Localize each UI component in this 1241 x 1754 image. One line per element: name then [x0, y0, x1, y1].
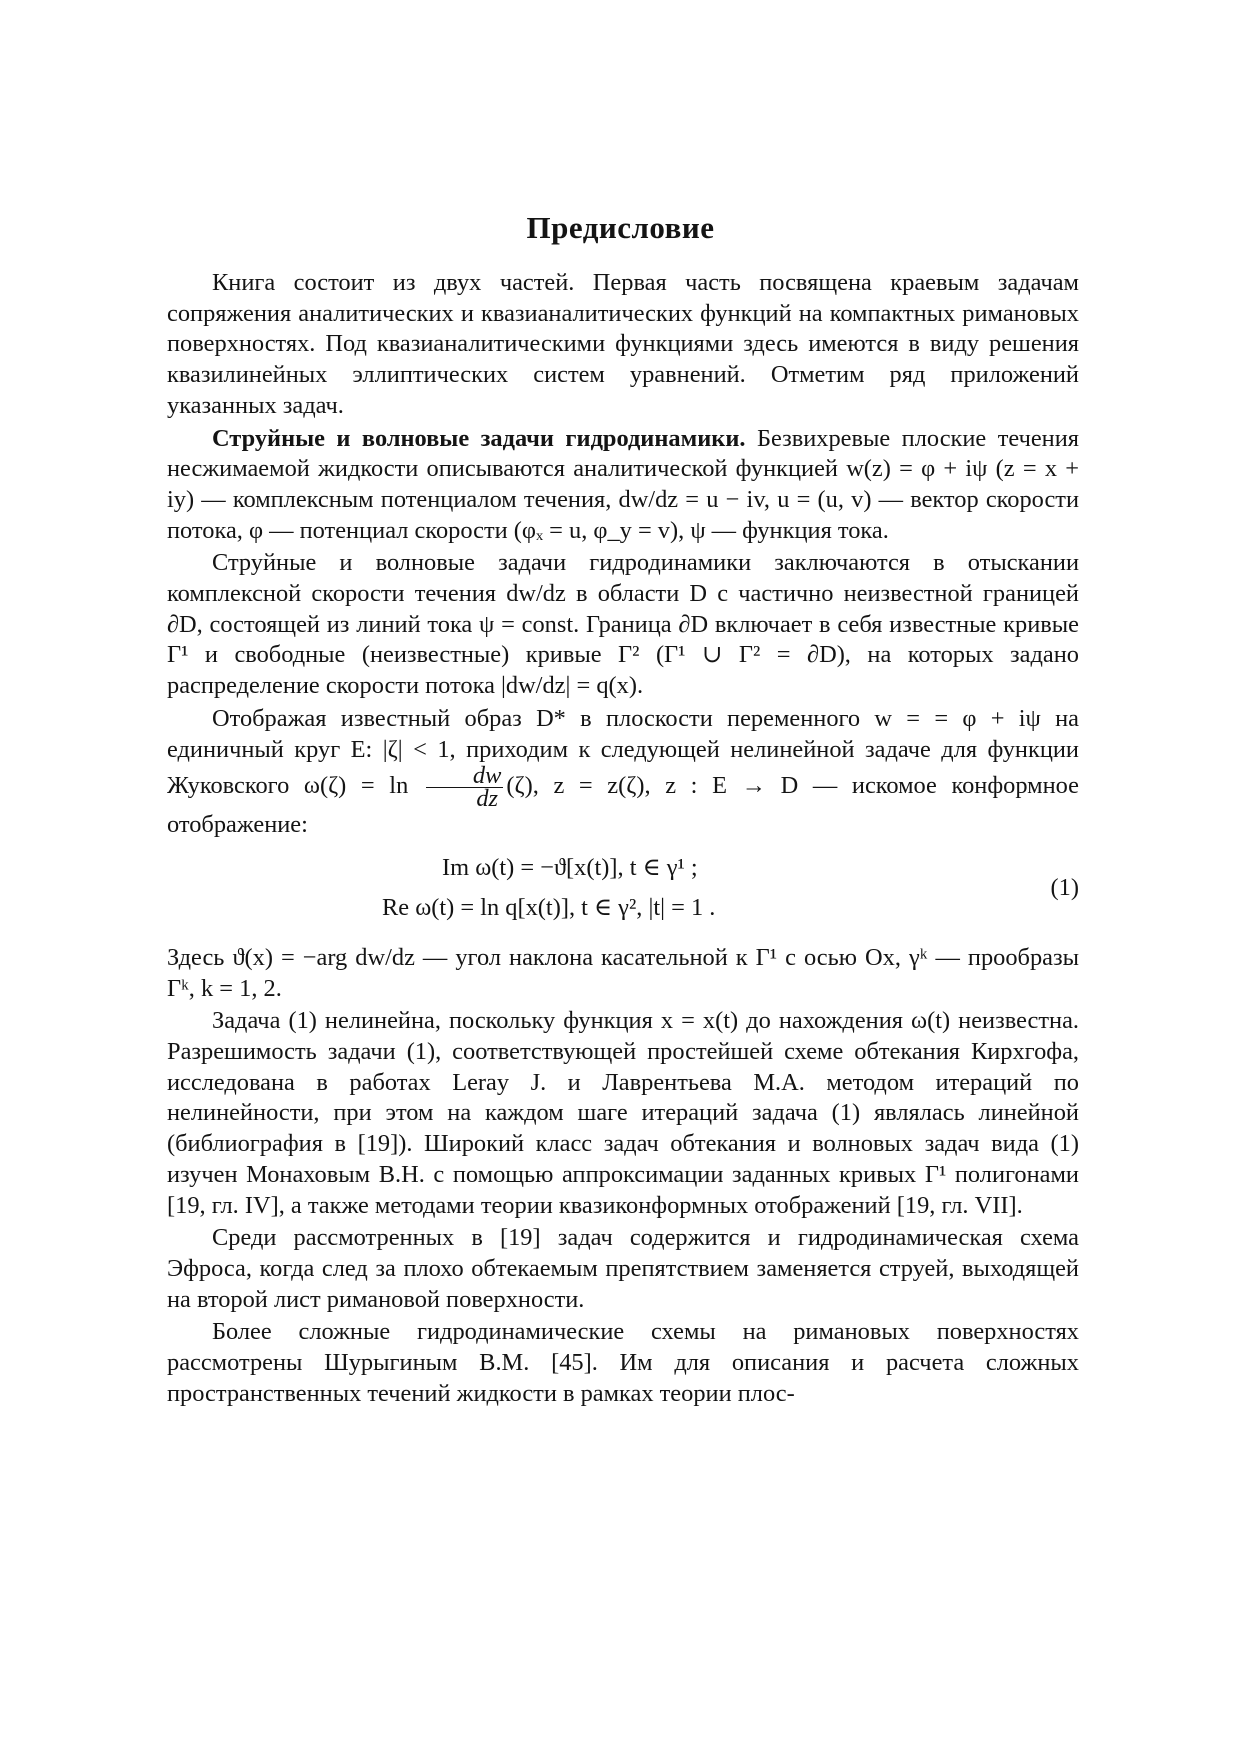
- equation-line-1: Im ω(t) = −ϑ[x(t)], t ∈ γ¹ ;: [442, 853, 698, 881]
- paragraph-jet-wave: [167, 424, 1079, 547]
- paragraph-mapping: [167, 704, 1079, 841]
- page-title: Предисловие: [526, 210, 715, 245]
- fraction-dw-dz: [426, 762, 503, 813]
- paragraph-intro: Книга состоит из двух частей. Первая часть посвящена краевым задачам сопряжения аналитических и квазианалитических функций на компактных римановых поверхностях. Под квазианалитическими функциями здесь имеются в виду решения квазилинейных эллиптических систем уравнений. Отметим ряд приложений указанных задач.: [167, 269, 1079, 419]
- equation-number: (1): [1050, 873, 1079, 901]
- paragraph-mapping-end: (ζ), z = z(ζ), z : E → D — искомое конформное отображение:: [167, 772, 1079, 839]
- paragraph-here: Здесь ϑ(x) = −arg dw/dz — угол наклона касательной к Γ¹ с осью Ox, γᵏ — прообразы Γᵏ, k = 1, 2.: [167, 943, 1079, 1002]
- page-body: [167, 268, 1079, 1410]
- fraction-denominator: dz: [476, 785, 498, 813]
- paragraph-shurygin: Более сложные гидродинамические схемы на римановых поверхностях рассмотрены Шурыгиным В.М. [45]. Им для описания и расчета сложных пространственных течений жидкости в рамках теории плос-: [167, 1318, 1079, 1407]
- paragraph-jet-problems: Струйные и волновые задачи гидродинамики заключаются в отыскании комплексной скорости течения dw/dz в области D с частично неизвестной границей ∂D, состоящей из линий тока ψ = const. Граница ∂D включает в себя известные кривые Γ¹ и свободные (неизвестные) кривые Γ² (Γ¹ ∪ Γ² = ∂D), на которых задано распределение скорости потока |dw/dz| = q(x).: [167, 549, 1079, 700]
- paragraph-jet-wave-text: Безвихревые плоские течения несжимаемой жидкости описываются аналитической функцией w(z) = φ + iψ (z = x + iy) — комплексным потенциалом течения, dw/dz = u − iv, u = (u, v) — вектор скорости потока, φ — потенциал скорости (φₓ = u, φ_y = v), ψ — функция тока.: [167, 424, 1079, 544]
- paragraph-efros: Среди рассмотренных в [19] задач содержится и гидродинамическая схема Эфроса, когда след за плохо обтекаемым препятствием заменяется струей, выходящей на второй лист римановой поверхности.: [167, 1224, 1079, 1313]
- paragraph-mapping-text: Отображая известный образ D* в плоскости переменного w = = φ + iψ на единичный круг E: |ζ| < 1, приходим к следующей нелинейной задаче для функции Жуковского ω(ζ) = ln: [167, 704, 1079, 800]
- paragraph-nonlinear: Задача (1) нелинейна, поскольку функция x = x(t) до нахождения ω(t) неизвестна. Разрешимость задачи (1), соответствующей простейшей схеме обтекания Кирхгофа, исследована в работах Leray J. и Лаврентьева М.А. методом итераций по нелинейности, при этом на каждом шаге итераций задача (1) являлась линейной (библиография в [19]). Широкий класс задач обтекания и волновых задач вида (1) изучен Монаховым В.Н. с помощью аппроксимации заданных кривых Γ¹ полигонами [19, гл. IV], а также методами теории квазиконформных отображений [19, гл. VII].: [167, 1007, 1079, 1219]
- fraction-numerator: dw: [426, 765, 503, 788]
- equation-1: [167, 851, 1079, 937]
- equation-line-2: Re ω(t) = ln q[x(t)], t ∈ γ², |t| = 1 .: [382, 893, 716, 921]
- section-lead: Струйные и волновые задачи гидродинамики.: [212, 424, 746, 452]
